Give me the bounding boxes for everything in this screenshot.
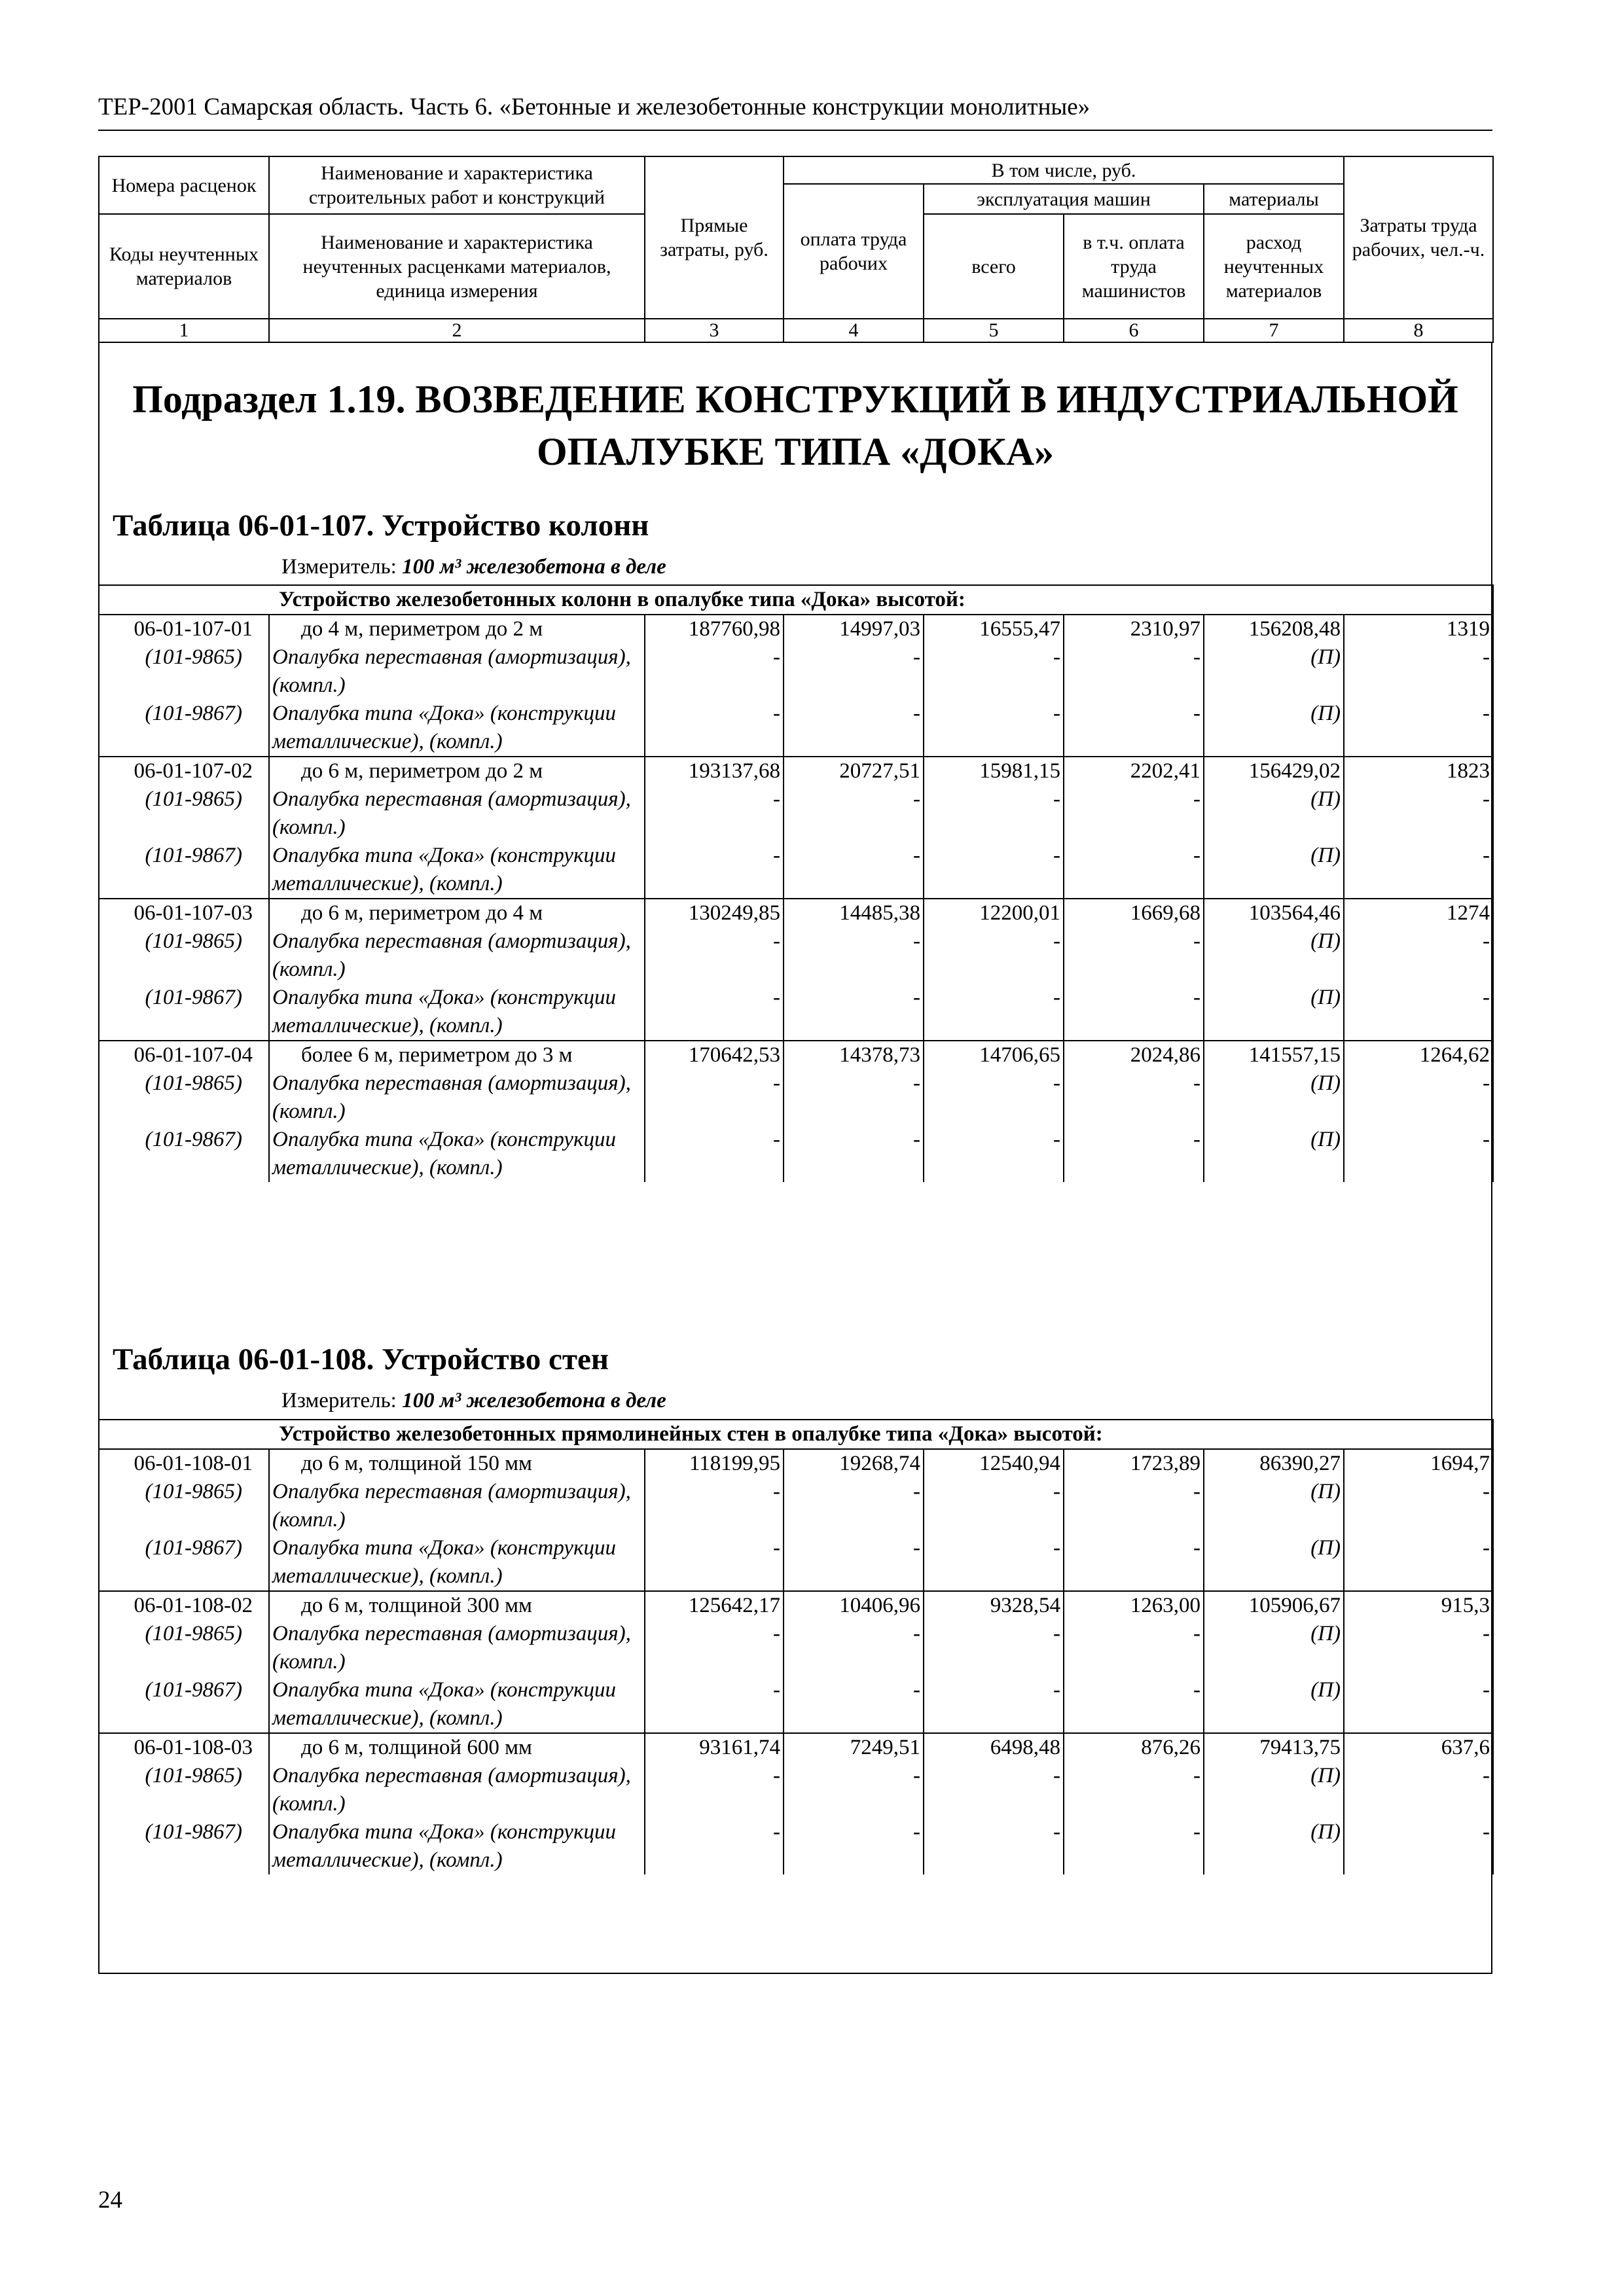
rate-name: более 6 м, периметром до 3 м [269, 1041, 645, 1069]
rate-row [99, 1733, 1493, 1762]
wages-cost: 14378,73 [784, 1041, 924, 1069]
column-number: 7 [1204, 319, 1344, 342]
dash-value: - [1064, 1534, 1204, 1591]
rate-row [99, 615, 1493, 643]
dash-value: - [645, 700, 784, 757]
dash-value: - [924, 1762, 1064, 1818]
table-caption: Устройство железобетонных колонн в опалубке типа «Дока» высотой: [99, 585, 1493, 615]
material-consumption: (П) [1204, 984, 1344, 1041]
dash-value: - [924, 1676, 1064, 1733]
dash-value: - [1344, 1762, 1493, 1818]
machines-cost: 9328,54 [924, 1591, 1064, 1620]
material-name: Опалубка переставная (амортизация), (компл.) [269, 1762, 645, 1818]
material-row [99, 1478, 1493, 1534]
operators-cost: 1669,68 [1064, 899, 1204, 927]
table-title: Таблица 06-01-107. Устройство колонн [113, 509, 649, 543]
material-consumption: (П) [1204, 1818, 1344, 1874]
material-name: Опалубка переставная (амортизация), (компл.) [269, 1478, 645, 1534]
labor-hours: 1319 [1344, 615, 1493, 643]
rate-name: до 6 м, толщиной 600 мм [269, 1733, 645, 1762]
dash-value: - [1344, 927, 1493, 984]
dash-value: - [784, 1620, 924, 1676]
material-name: Опалубка типа «Дока» (конструкции металлические), (компл.) [269, 1126, 645, 1182]
material-name: Опалубка типа «Дока» (конструкции металлические), (компл.) [269, 842, 645, 899]
rate-row [99, 1591, 1493, 1620]
materials-cost: 156429,02 [1204, 757, 1344, 785]
material-row [99, 700, 1493, 757]
col7-header: расход неучтенных материалов [1204, 214, 1344, 319]
material-consumption: (П) [1204, 1620, 1344, 1676]
dash-value: - [1344, 1069, 1493, 1126]
col4-header: оплата труда рабочих [784, 184, 924, 319]
material-name: Опалубка типа «Дока» (конструкции металлические), (компл.) [269, 1818, 645, 1874]
running-header: ТЕР-2001 Самарская область. Часть 6. «Бетонные и железобетонные конструкции монолитные» [98, 94, 1091, 120]
dash-value: - [645, 1676, 784, 1733]
measure-label: Измеритель: [281, 555, 397, 579]
wages-cost: 19268,74 [784, 1449, 924, 1478]
material-code: (101-9867) [99, 984, 269, 1041]
materials-cost: 79413,75 [1204, 1733, 1344, 1762]
machines-header: эксплуатация машин [924, 184, 1204, 214]
dash-value: - [645, 785, 784, 842]
column-number: 1 [99, 319, 269, 342]
dash-value: - [924, 927, 1064, 984]
wages-cost: 7249,51 [784, 1733, 924, 1762]
wages-cost: 20727,51 [784, 757, 924, 785]
dash-value: - [784, 1069, 924, 1126]
rate-code: 06-01-107-03 [99, 899, 269, 927]
dash-value: - [924, 643, 1064, 700]
rate-code: 06-01-107-01 [99, 615, 269, 643]
dash-value: - [1344, 643, 1493, 700]
rate-name: до 6 м, периметром до 4 м [269, 899, 645, 927]
dash-value: - [924, 984, 1064, 1041]
material-name: Опалубка переставная (амортизация), (компл.) [269, 1620, 645, 1676]
dash-value: - [924, 1620, 1064, 1676]
operators-cost: 2310,97 [1064, 615, 1204, 643]
dash-value: - [784, 643, 924, 700]
header-rule [98, 130, 1492, 131]
dash-value: - [1064, 643, 1204, 700]
dash-value: - [784, 842, 924, 899]
dash-value: - [784, 700, 924, 757]
column-number: 5 [924, 319, 1064, 342]
material-name: Опалубка типа «Дока» (конструкции металлические), (компл.) [269, 1534, 645, 1591]
measure-value: 100 м³ железобетона в деле [402, 1389, 666, 1412]
group-header: В том числе, руб. [784, 156, 1344, 184]
dash-value: - [1064, 984, 1204, 1041]
material-name: Опалубка переставная (амортизация), (компл.) [269, 1069, 645, 1126]
rate-name: до 6 м, толщиной 300 мм [269, 1591, 645, 1620]
operators-cost: 2024,86 [1064, 1041, 1204, 1069]
material-row [99, 1534, 1493, 1591]
dash-value: - [645, 927, 784, 984]
material-code: (101-9865) [99, 1069, 269, 1126]
material-code: (101-9867) [99, 842, 269, 899]
material-name: Опалубка типа «Дока» (конструкции металлические), (компл.) [269, 1676, 645, 1733]
rate-code: 06-01-107-04 [99, 1041, 269, 1069]
wages-cost: 14997,03 [784, 615, 924, 643]
dash-value: - [1064, 700, 1204, 757]
dash-value: - [1064, 1069, 1204, 1126]
rate-code: 06-01-108-01 [99, 1449, 269, 1478]
dash-value: - [1064, 785, 1204, 842]
rate-name: до 4 м, периметром до 2 м [269, 615, 645, 643]
column-number: 2 [269, 319, 645, 342]
operators-cost: 1263,00 [1064, 1591, 1204, 1620]
dash-value: - [645, 984, 784, 1041]
dash-value: - [784, 785, 924, 842]
column-number: 8 [1344, 319, 1493, 342]
dash-value: - [1064, 927, 1204, 984]
material-code: (101-9867) [99, 700, 269, 757]
rate-code: 06-01-108-03 [99, 1733, 269, 1762]
col2-header-bottom: Наименование и характеристика неучтенных расценками материалов, единица измерения [269, 214, 645, 319]
material-code: (101-9865) [99, 785, 269, 842]
table-caption-row [99, 1420, 1493, 1449]
rate-row [99, 1449, 1493, 1478]
direct-cost: 130249,85 [645, 899, 784, 927]
material-row [99, 984, 1493, 1041]
direct-cost: 93161,74 [645, 1733, 784, 1762]
dash-value: - [924, 700, 1064, 757]
rate-code: 06-01-107-02 [99, 757, 269, 785]
material-code: (101-9865) [99, 927, 269, 984]
dash-value: - [645, 1762, 784, 1818]
col1-header-top: Номера расценок [99, 156, 269, 214]
machines-cost: 6498,48 [924, 1733, 1064, 1762]
material-name: Опалубка переставная (амортизация), (компл.) [269, 643, 645, 700]
material-name: Опалубка переставная (амортизация), (компл.) [269, 927, 645, 984]
labor-hours: 1274 [1344, 899, 1493, 927]
materials-cost: 141557,15 [1204, 1041, 1344, 1069]
measure-value: 100 м³ железобетона в деле [402, 555, 666, 579]
col1-header-bottom: Коды неучтенных материалов [99, 214, 269, 319]
rates-table [98, 584, 1494, 1182]
dash-value: - [1064, 1762, 1204, 1818]
col3-header: Прямые затраты, руб. [645, 156, 784, 319]
machines-cost: 12540,94 [924, 1449, 1064, 1478]
dash-value: - [1344, 1126, 1493, 1182]
dash-value: - [1344, 1676, 1493, 1733]
material-code: (101-9865) [99, 1478, 269, 1534]
machines-cost: 15981,15 [924, 757, 1064, 785]
material-consumption: (П) [1204, 1676, 1344, 1733]
dash-value: - [1344, 842, 1493, 899]
dash-value: - [924, 785, 1064, 842]
operators-cost: 2202,41 [1064, 757, 1204, 785]
rate-name: до 6 м, толщиной 150 мм [269, 1449, 645, 1478]
table-caption: Устройство железобетонных прямолинейных стен в опалубке типа «Дока» высотой: [99, 1420, 1493, 1449]
material-row [99, 1818, 1493, 1874]
direct-cost: 193137,68 [645, 757, 784, 785]
direct-cost: 187760,98 [645, 615, 784, 643]
dash-value: - [645, 842, 784, 899]
materials-cost: 105906,67 [1204, 1591, 1344, 1620]
table-title: Таблица 06-01-108. Устройство стен [113, 1342, 609, 1376]
materials-cost: 86390,27 [1204, 1449, 1344, 1478]
material-code: (101-9867) [99, 1534, 269, 1591]
dash-value: - [784, 984, 924, 1041]
column-number: 6 [1064, 319, 1204, 342]
material-row [99, 1069, 1493, 1126]
dash-value: - [784, 927, 924, 984]
rate-row [99, 899, 1493, 927]
dash-value: - [924, 842, 1064, 899]
material-row [99, 1126, 1493, 1182]
col6-header: в т.ч. оплата труда машинистов [1064, 214, 1204, 319]
labor-hours: 1823 [1344, 757, 1493, 785]
material-code: (101-9867) [99, 1818, 269, 1874]
material-row [99, 1620, 1493, 1676]
dash-value: - [784, 1676, 924, 1733]
material-consumption: (П) [1204, 927, 1344, 984]
wages-cost: 14485,38 [784, 899, 924, 927]
dash-value: - [645, 1126, 784, 1182]
rate-code: 06-01-108-02 [99, 1591, 269, 1620]
rate-row [99, 757, 1493, 785]
materials-header: материалы [1204, 184, 1344, 214]
machines-cost: 14706,65 [924, 1041, 1064, 1069]
measure-line [281, 555, 666, 579]
material-consumption: (П) [1204, 785, 1344, 842]
dash-value: - [1344, 1478, 1493, 1534]
dash-value: - [1344, 785, 1493, 842]
operators-cost: 1723,89 [1064, 1449, 1204, 1478]
material-code: (101-9867) [99, 1126, 269, 1182]
dash-value: - [1344, 1534, 1493, 1591]
dash-value: - [645, 1069, 784, 1126]
labor-hours: 915,3 [1344, 1591, 1493, 1620]
col5-header: всего [924, 214, 1064, 319]
dash-value: - [1344, 1818, 1493, 1874]
column-header-table [98, 156, 1494, 343]
direct-cost: 170642,53 [645, 1041, 784, 1069]
direct-cost: 125642,17 [645, 1591, 784, 1620]
material-consumption: (П) [1204, 643, 1344, 700]
dash-value: - [924, 1818, 1064, 1874]
material-row [99, 1762, 1493, 1818]
material-consumption: (П) [1204, 700, 1344, 757]
dash-value: - [924, 1069, 1064, 1126]
material-code: (101-9865) [99, 1620, 269, 1676]
material-row [99, 1676, 1493, 1733]
operators-cost: 876,26 [1064, 1733, 1204, 1762]
labor-hours: 1694,7 [1344, 1449, 1493, 1478]
material-code: (101-9865) [99, 643, 269, 700]
dash-value: - [784, 1478, 924, 1534]
measure-line [281, 1389, 666, 1413]
dash-value: - [1344, 700, 1493, 757]
material-row [99, 842, 1493, 899]
dash-value: - [784, 1762, 924, 1818]
dash-value: - [645, 1620, 784, 1676]
wages-cost: 10406,96 [784, 1591, 924, 1620]
dash-value: - [1064, 1126, 1204, 1182]
dash-value: - [645, 1818, 784, 1874]
dash-value: - [784, 1818, 924, 1874]
materials-cost: 103564,46 [1204, 899, 1344, 927]
material-code: (101-9865) [99, 1762, 269, 1818]
column-number: 4 [784, 319, 924, 342]
dash-value: - [645, 1478, 784, 1534]
material-name: Опалубка типа «Дока» (конструкции металлические), (компл.) [269, 984, 645, 1041]
labor-hours: 637,6 [1344, 1733, 1493, 1762]
material-consumption: (П) [1204, 1126, 1344, 1182]
materials-cost: 156208,48 [1204, 615, 1344, 643]
labor-hours: 1264,62 [1344, 1041, 1493, 1069]
material-name: Опалубка типа «Дока» (конструкции металлические), (компл.) [269, 700, 645, 757]
dash-value: - [1064, 1478, 1204, 1534]
direct-cost: 118199,95 [645, 1449, 784, 1478]
dash-value: - [1064, 1676, 1204, 1733]
material-row [99, 643, 1493, 700]
column-number: 3 [645, 319, 784, 342]
measure-label: Измеритель: [281, 1389, 397, 1412]
rate-name: до 6 м, периметром до 2 м [269, 757, 645, 785]
material-consumption: (П) [1204, 1478, 1344, 1534]
dash-value: - [784, 1534, 924, 1591]
rates-table [98, 1419, 1494, 1874]
material-code: (101-9867) [99, 1676, 269, 1733]
material-consumption: (П) [1204, 1534, 1344, 1591]
dash-value: - [924, 1126, 1064, 1182]
dash-value: - [1064, 842, 1204, 899]
dash-value: - [645, 1534, 784, 1591]
dash-value: - [1064, 1620, 1204, 1676]
col8-header: Затраты труда рабочих, чел.-ч. [1344, 156, 1493, 319]
dash-value: - [1344, 1620, 1493, 1676]
machines-cost: 12200,01 [924, 899, 1064, 927]
material-consumption: (П) [1204, 1762, 1344, 1818]
table-caption-row [99, 585, 1493, 615]
material-row [99, 927, 1493, 984]
dash-value: - [784, 1126, 924, 1182]
col2-header-top: Наименование и характеристика строительных работ и конструкций [269, 156, 645, 214]
material-row [99, 785, 1493, 842]
dash-value: - [645, 643, 784, 700]
machines-cost: 16555,47 [924, 615, 1064, 643]
subsection-title: Подраздел 1.19. ВОЗВЕДЕНИЕ КОНСТРУКЦИЙ В ИНДУСТРИАЛЬНОЙ ОПАЛУБКЕ ТИПА «ДОКА» [132, 378, 1458, 473]
page-number: 24 [98, 2187, 122, 2214]
dash-value: - [924, 1534, 1064, 1591]
material-consumption: (П) [1204, 842, 1344, 899]
dash-value: - [1064, 1818, 1204, 1874]
dash-value: - [1344, 984, 1493, 1041]
material-consumption: (П) [1204, 1069, 1344, 1126]
rate-row [99, 1041, 1493, 1069]
dash-value: - [924, 1478, 1064, 1534]
material-name: Опалубка переставная (амортизация), (компл.) [269, 785, 645, 842]
